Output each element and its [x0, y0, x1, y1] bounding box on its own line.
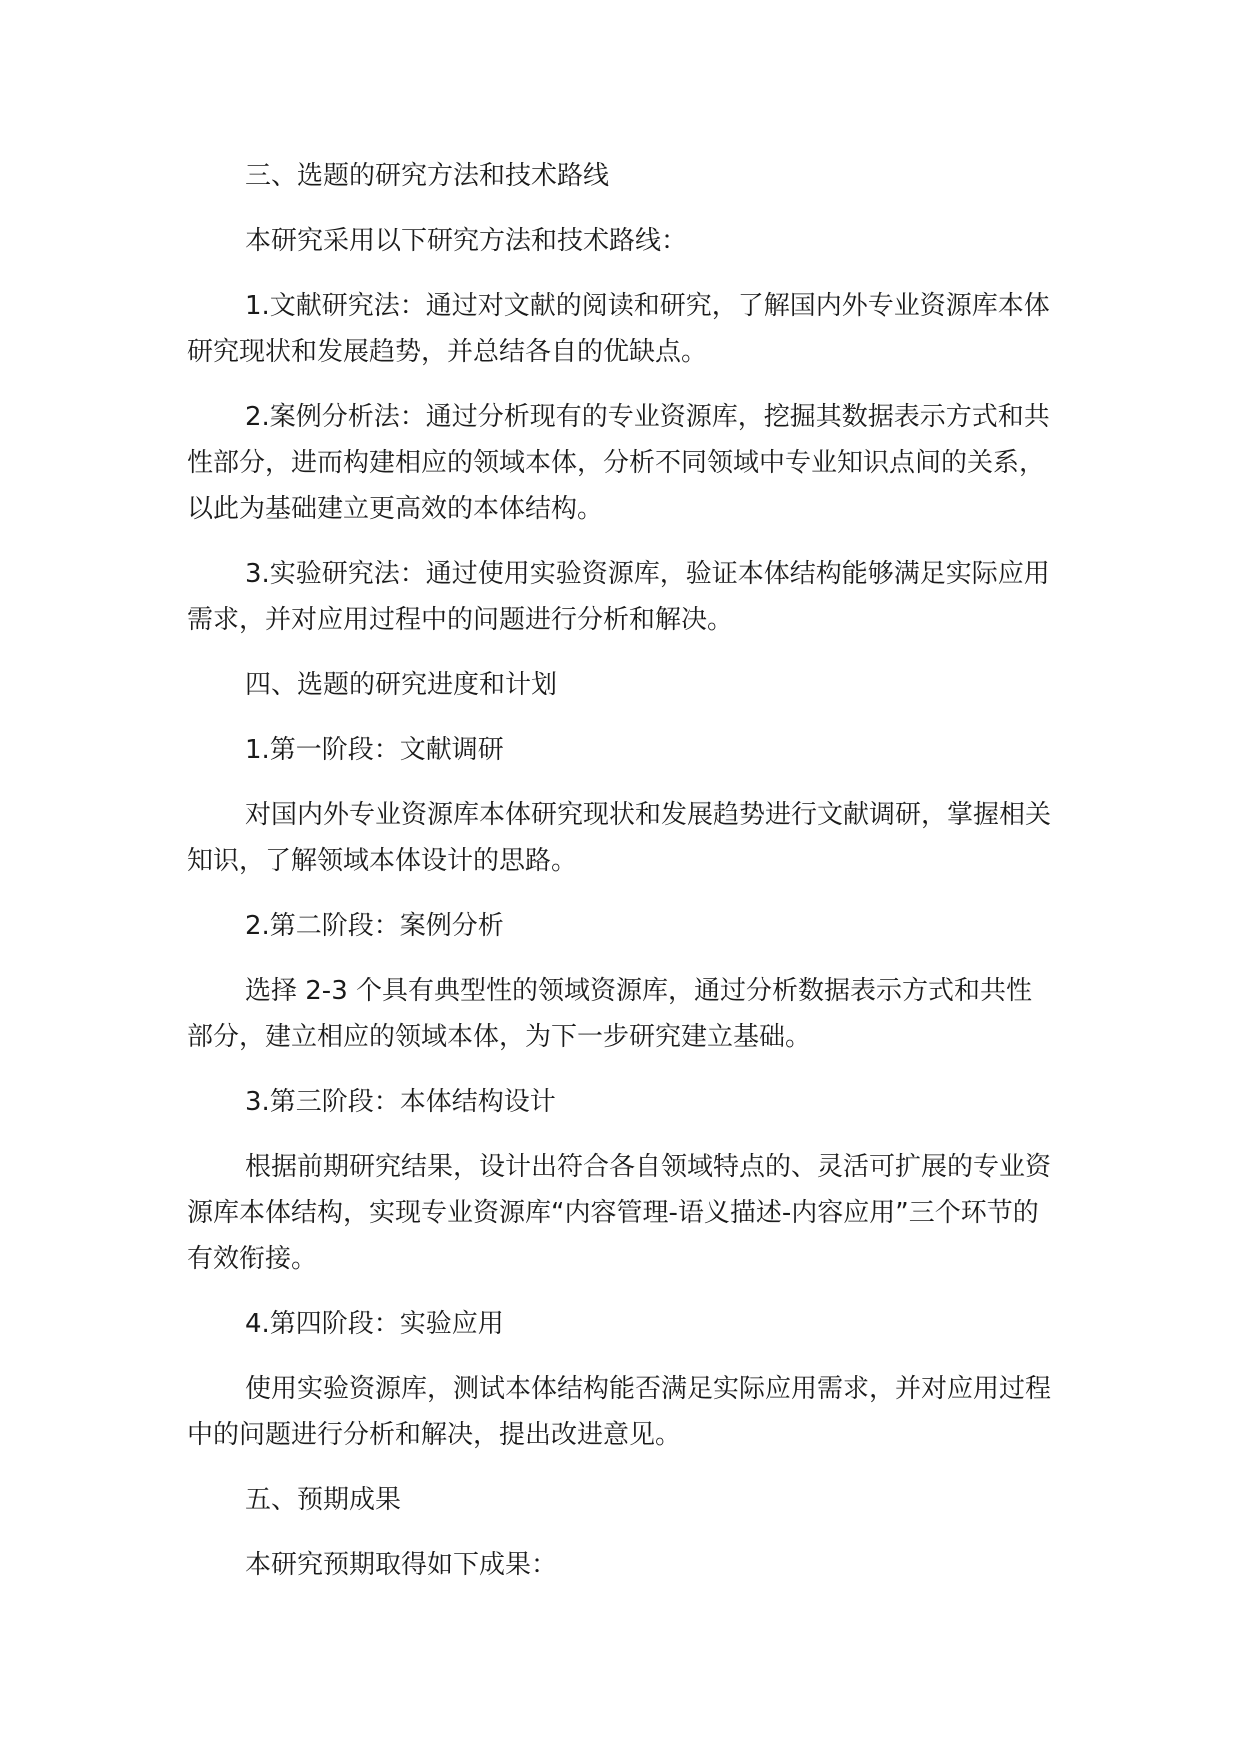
- paragraph-literature-method: 1.文献研究法：通过对文献的阅读和研究，了解国内外专业资源库本体研究现状和发展趋势，并总结各自的优缺点。: [187, 291, 1050, 367]
- stage-3-description: 根据前期研究结果，设计出符合各自领域特点的、灵活可扩展的专业资源库本体结构，实现专业资源库“内容管理-语义描述-内容应用”三个环节的有效衔接。: [187, 1152, 1052, 1274]
- paragraph-experiment-method: 3.实验研究法：通过使用实验资源库，验证本体结构能够满足实际应用需求，并对应用过程中的问题进行分析和解决。: [187, 559, 1050, 635]
- stage-1-heading: 1.第一阶段：文献调研: [245, 735, 504, 765]
- paragraph-expected-results-intro: 本研究预期取得如下成果：: [245, 1550, 558, 1580]
- paragraph-methods-intro: 本研究采用以下研究方法和技术路线：: [245, 226, 688, 256]
- section-heading-expected-results: 五、预期成果: [245, 1485, 402, 1515]
- document-body: [187, 153, 1055, 1607]
- paragraph-case-analysis-method: 2.案例分析法：通过分析现有的专业资源库，挖掘其数据表示方式和共性部分，进而构建相应的领域本体，分析不同领域中专业知识点间的关系，以此为基础建立更高效的本体结构。: [187, 402, 1050, 524]
- stage-4-description: 使用实验资源库，测试本体结构能否满足实际应用需求，并对应用过程中的问题进行分析和解决，提出改进意见。: [187, 1374, 1052, 1450]
- stage-2-heading: 2.第二阶段：案例分析: [245, 911, 504, 941]
- stage-3-heading: 3.第三阶段：本体结构设计: [245, 1087, 556, 1117]
- stage-2-description: 选择 2-3 个具有典型性的领域资源库，通过分析数据表示方式和共性部分，建立相应的领域本体，为下一步研究建立基础。: [187, 976, 1032, 1052]
- section-heading-schedule: 四、选题的研究进度和计划: [245, 670, 558, 700]
- stage-4-heading: 4.第四阶段：实验应用: [245, 1309, 504, 1339]
- stage-1-description: 对国内外专业资源库本体研究现状和发展趋势进行文献调研，掌握相关知识，了解领域本体设计的思路。: [187, 800, 1052, 876]
- section-heading-methods: 三、选题的研究方法和技术路线: [245, 161, 610, 191]
